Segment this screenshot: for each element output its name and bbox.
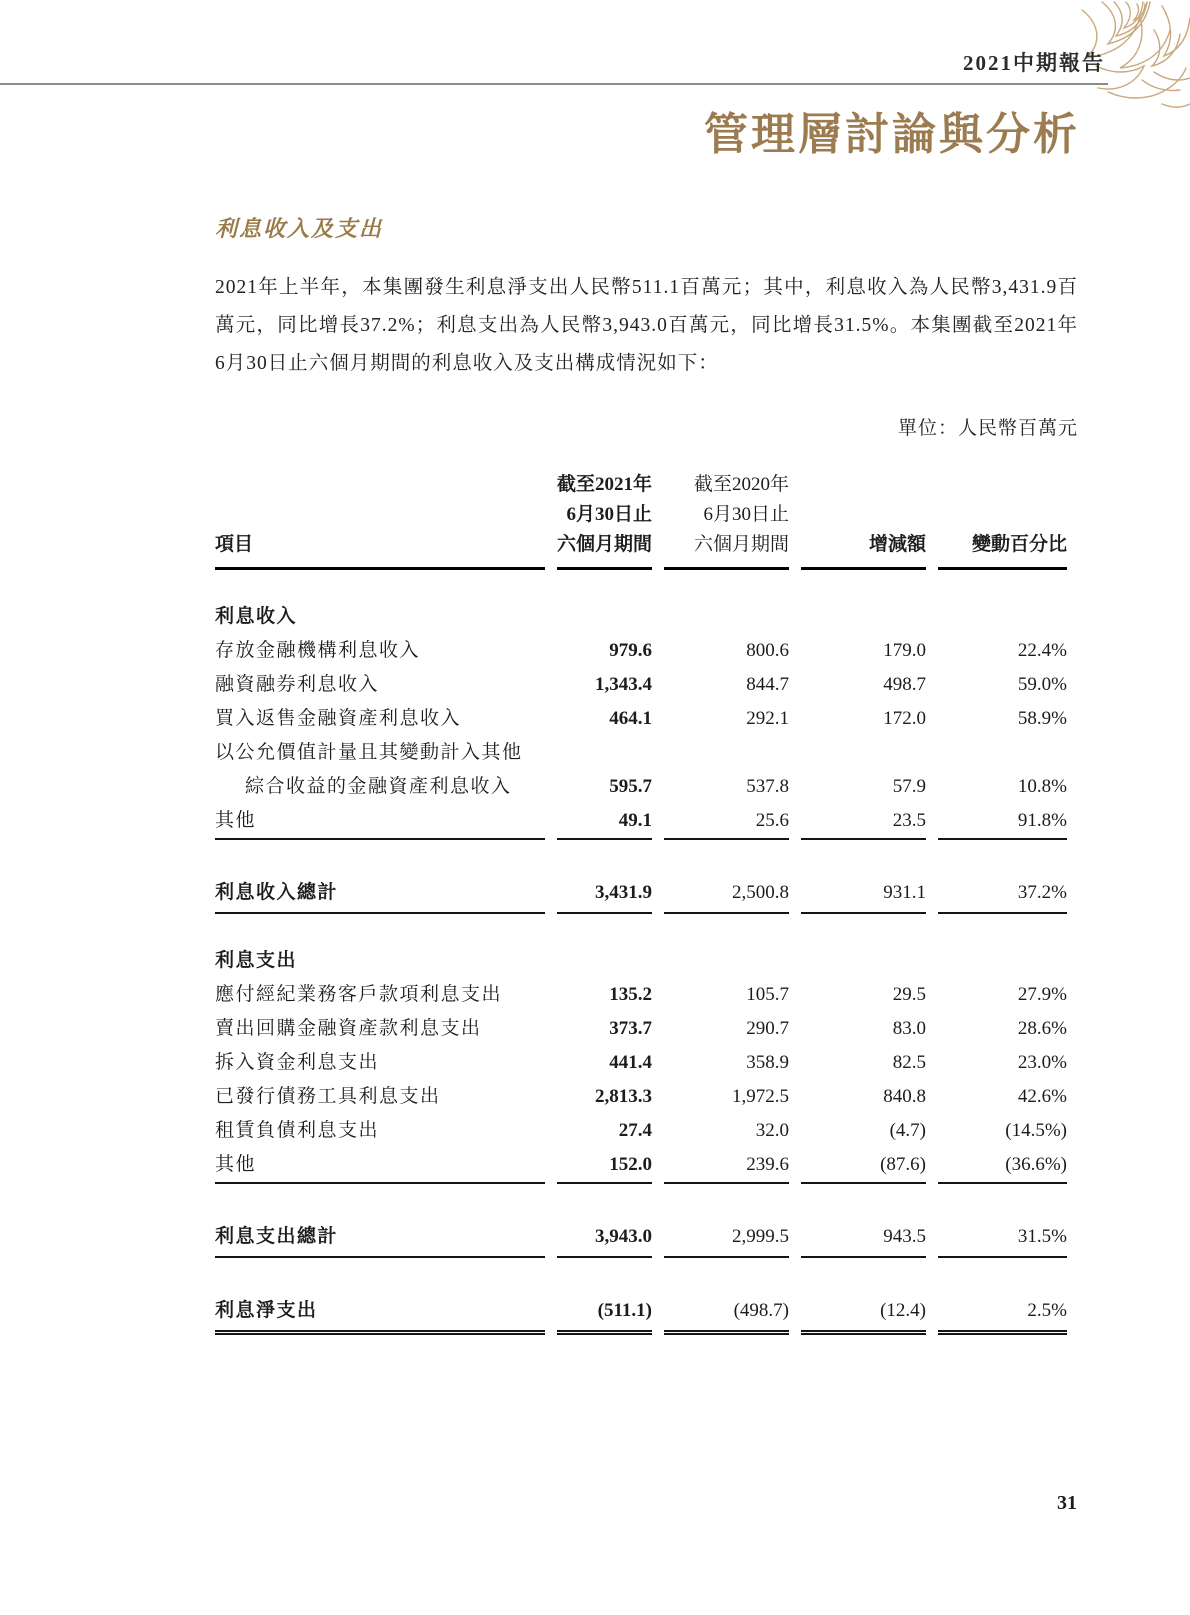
table-row bbox=[215, 668, 1067, 702]
row-value bbox=[664, 736, 789, 770]
row-value: 83.0 bbox=[892, 1018, 926, 1039]
row-label: 拆入資金利息支出 bbox=[215, 1052, 380, 1073]
row-value: 3,431.9 bbox=[557, 840, 652, 914]
row-value bbox=[557, 736, 652, 770]
row-value: 2,500.8 bbox=[664, 840, 789, 914]
col-header-change: 增減額 bbox=[801, 530, 926, 570]
row-value: (87.6) bbox=[801, 1148, 926, 1184]
row-value: 1,972.5 bbox=[732, 1086, 789, 1107]
row-value: 179.0 bbox=[883, 640, 926, 661]
row-value bbox=[938, 736, 1067, 770]
row-value: 800.6 bbox=[746, 640, 789, 661]
row-label: 利息收入總計 bbox=[215, 840, 545, 914]
body-paragraph: 2021年上半年，本集團發生利息淨支出人民幣511.1百萬元；其中，利息收入為人民幣3,431.9百萬元，同比增長37.2%；利息支出為人民幣3,943.0百萬元，同比增長31.5%。本集團截至2021年6月30日止六個月期間的利息收入及支出構成情況如下： bbox=[215, 277, 1078, 374]
row-value: 441.4 bbox=[609, 1052, 652, 1073]
row-value: 292.1 bbox=[746, 708, 789, 729]
table-row bbox=[215, 804, 1067, 840]
row-value: 931.1 bbox=[801, 840, 926, 914]
table-row bbox=[215, 1184, 1067, 1258]
table-row bbox=[215, 702, 1067, 736]
row-value: 373.7 bbox=[609, 1018, 652, 1039]
row-value: 172.0 bbox=[883, 708, 926, 729]
row-value bbox=[938, 914, 1067, 978]
row-value: 31.5% bbox=[938, 1184, 1067, 1258]
row-value: 2,999.5 bbox=[664, 1184, 789, 1258]
row-value: 37.2% bbox=[938, 840, 1067, 914]
col-header-2021-line3: 六個月期間 bbox=[557, 530, 652, 570]
table-row bbox=[215, 978, 1067, 1012]
row-label: 存放金融機構利息收入 bbox=[215, 640, 421, 661]
row-value: (4.7) bbox=[889, 1120, 926, 1141]
row-value: 105.7 bbox=[746, 984, 789, 1005]
row-value: 25.6 bbox=[664, 804, 789, 840]
row-label: 其他 bbox=[215, 804, 545, 840]
row-label: 利息支出總計 bbox=[215, 1184, 545, 1258]
row-value: 358.9 bbox=[746, 1052, 789, 1073]
row-value: 23.0% bbox=[1017, 1052, 1067, 1073]
row-value: 152.0 bbox=[557, 1148, 652, 1184]
row-value: 27.9% bbox=[1017, 984, 1067, 1005]
row-label: 利息支出 bbox=[215, 950, 298, 971]
table-row bbox=[215, 1148, 1067, 1184]
col-header-pct: 變動百分比 bbox=[938, 530, 1067, 570]
unit-label: 單位：人民幣百萬元 bbox=[897, 418, 1078, 439]
col-header-2020-line2: 6月30日止 bbox=[703, 504, 789, 525]
row-value: 23.5 bbox=[801, 804, 926, 840]
row-value: (36.6%) bbox=[938, 1148, 1067, 1184]
row-label: 綜合收益的金融資產利息收入 bbox=[245, 776, 512, 797]
row-value: (14.5%) bbox=[1005, 1120, 1067, 1141]
row-value: 239.6 bbox=[664, 1148, 789, 1184]
row-value: 22.4% bbox=[1017, 640, 1067, 661]
row-value: 42.6% bbox=[1017, 1086, 1067, 1107]
header-divider bbox=[0, 83, 1108, 85]
row-value: 979.6 bbox=[609, 640, 652, 661]
table-row bbox=[215, 840, 1067, 914]
row-value: 27.4 bbox=[618, 1120, 652, 1141]
table-row bbox=[215, 914, 1067, 978]
row-value: (511.1) bbox=[557, 1258, 652, 1335]
row-value: 28.6% bbox=[1017, 1018, 1067, 1039]
row-value: 91.8% bbox=[938, 804, 1067, 840]
table-row bbox=[215, 1080, 1067, 1114]
row-label: 融資融券利息收入 bbox=[215, 674, 380, 695]
row-label: 其他 bbox=[215, 1148, 545, 1184]
row-value: 58.9% bbox=[1017, 708, 1067, 729]
table-body bbox=[215, 570, 1067, 1335]
interest-table bbox=[203, 470, 1079, 1335]
table-row bbox=[215, 1114, 1067, 1148]
row-label: 已發行債務工具利息支出 bbox=[215, 1086, 441, 1107]
row-value: 537.8 bbox=[746, 776, 789, 797]
row-value bbox=[801, 914, 926, 978]
col-header-2021-line2: 6月30日止 bbox=[566, 504, 652, 525]
row-value: (12.4) bbox=[801, 1258, 926, 1335]
row-value: 29.5 bbox=[892, 984, 926, 1005]
header-row-3 bbox=[215, 530, 1067, 570]
row-value: 2,813.3 bbox=[595, 1086, 652, 1107]
col-header-2021-line1: 截至2021年 bbox=[557, 474, 653, 495]
page-number: 31 bbox=[1057, 1492, 1077, 1514]
col-header-item: 項目 bbox=[215, 530, 545, 570]
row-value: 135.2 bbox=[609, 984, 652, 1005]
row-value: 844.7 bbox=[746, 674, 789, 695]
report-title: 2021中期報告 bbox=[963, 51, 1105, 75]
row-value: 10.8% bbox=[1017, 776, 1067, 797]
table-row bbox=[215, 770, 1067, 804]
row-label: 買入返售金融資產利息收入 bbox=[215, 708, 462, 729]
row-label: 以公允價值計量且其變動計入其他 bbox=[215, 742, 523, 763]
row-value: 464.1 bbox=[609, 708, 652, 729]
row-label: 利息收入 bbox=[215, 606, 298, 627]
table-row bbox=[215, 634, 1067, 668]
table-row bbox=[215, 1046, 1067, 1080]
row-value bbox=[557, 570, 652, 634]
row-value bbox=[557, 914, 652, 978]
row-label: 應付經紀業務客戶款項利息支出 bbox=[215, 984, 503, 1005]
table-row bbox=[215, 570, 1067, 634]
col-header-2020-line1: 截至2020年 bbox=[693, 474, 789, 495]
row-value: 943.5 bbox=[801, 1184, 926, 1258]
row-value: 2.5% bbox=[938, 1258, 1067, 1335]
row-value: 3,943.0 bbox=[557, 1184, 652, 1258]
row-value: 840.8 bbox=[883, 1086, 926, 1107]
row-label: 賣出回購金融資產款利息支出 bbox=[215, 1018, 482, 1039]
row-value: 595.7 bbox=[609, 776, 652, 797]
row-value: 49.1 bbox=[557, 804, 652, 840]
table-row bbox=[215, 1258, 1067, 1335]
row-label: 利息淨支出 bbox=[215, 1258, 545, 1335]
row-value bbox=[664, 570, 789, 634]
row-value: 57.9 bbox=[892, 776, 926, 797]
table-row bbox=[215, 1012, 1067, 1046]
table-header bbox=[215, 470, 1067, 570]
col-header-2020-line3: 六個月期間 bbox=[664, 530, 789, 570]
row-value bbox=[801, 570, 926, 634]
row-value bbox=[938, 570, 1067, 634]
row-value: 82.5 bbox=[892, 1052, 926, 1073]
header-row-2 bbox=[215, 500, 1067, 530]
row-value: 1,343.4 bbox=[595, 674, 652, 695]
row-value: 290.7 bbox=[746, 1018, 789, 1039]
row-value bbox=[664, 914, 789, 978]
header-row-1 bbox=[215, 470, 1067, 500]
row-label: 租賃負債利息支出 bbox=[215, 1120, 380, 1141]
table-row bbox=[215, 736, 1067, 770]
row-value bbox=[801, 736, 926, 770]
row-value: 498.7 bbox=[883, 674, 926, 695]
main-content bbox=[215, 212, 1078, 1335]
page-title: 管理層討論與分析 bbox=[704, 110, 1080, 159]
section-heading: 利息收入及支出 bbox=[215, 216, 384, 241]
row-value: 32.0 bbox=[755, 1120, 789, 1141]
row-value: (498.7) bbox=[664, 1258, 789, 1335]
row-value: 59.0% bbox=[1017, 674, 1067, 695]
